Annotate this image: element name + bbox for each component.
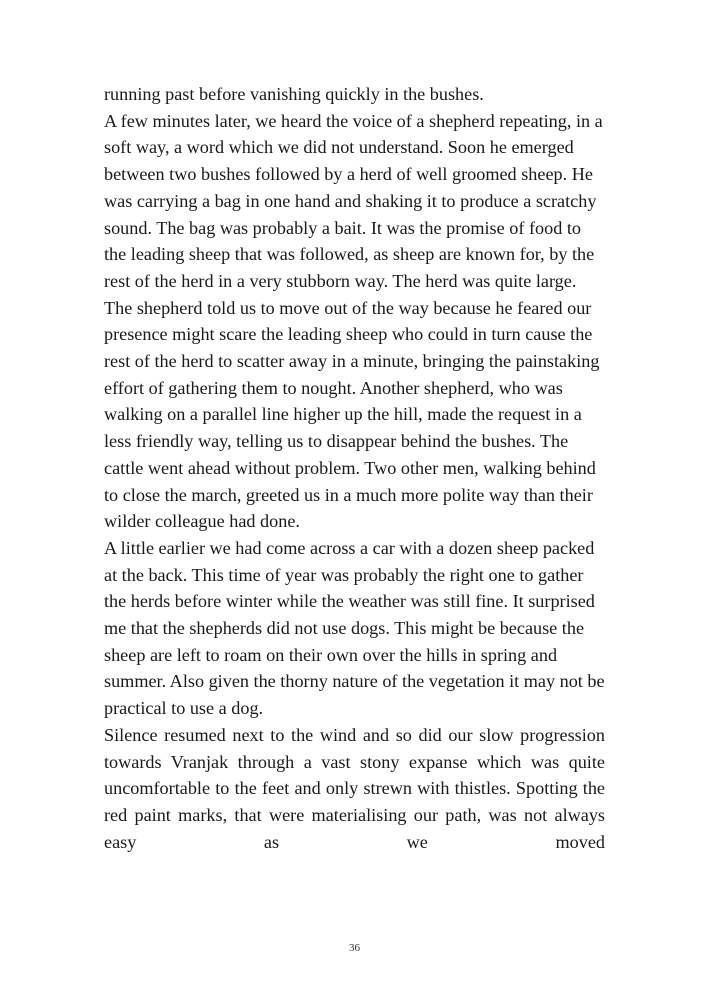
- paragraph-2: A few minutes later, we heard the voice of a shepherd repeating, in a soft way, a word which we did not understand. Soon he emerged between two bushes followed by a herd of well groomed sheep. He was carrying a bag in one hand and shaking it to produce a scratchy sound. The bag was probably a bait. It was the promise of food to the leading sheep that was followed, as sheep are known for, by the rest of the herd in a very stubborn way. The herd was quite large. The shepherd told us to move out of the way because he feared our presence might scare the leading sheep who could in turn cause the rest of the herd to scatter away in a minute, bringing the painstaking effort of gathering them to nought. Another shepherd, who was walking on a parallel line higher up the hill, made the request in a less friendly way, telling us to disappear behind the bushes. The cattle went ahead without problem. Two other men, walking behind to close the march, greeted us in a much more polite way than their wilder colleague had done.: [104, 110, 603, 532]
- body-text: [104, 81, 605, 855]
- paragraph-3: A little earlier we had come across a car with a dozen sheep packed at the back. This time of year was probably the right one to gather the herds before winter while the weather was still fine. It surprised me that the shepherds did not use dogs. This might be because the sheep are left to roam on their own over the hills in spring and summer. Also given the thorny nature of the vegetation it may not be practical to use a dog.: [104, 537, 605, 719]
- page-number: 36: [349, 942, 360, 954]
- paragraph-4: Silence resumed next to the wind and so did our slow progression towards Vranjak through a vast stony expanse which was quite uncomfortable to the feet and only strewn with thistles. Spotting the red paint marks, that were materialising our path, was not always easy as we moved: [104, 724, 605, 852]
- paragraph-1: running past before vanishing quickly in the bushes.: [104, 84, 484, 104]
